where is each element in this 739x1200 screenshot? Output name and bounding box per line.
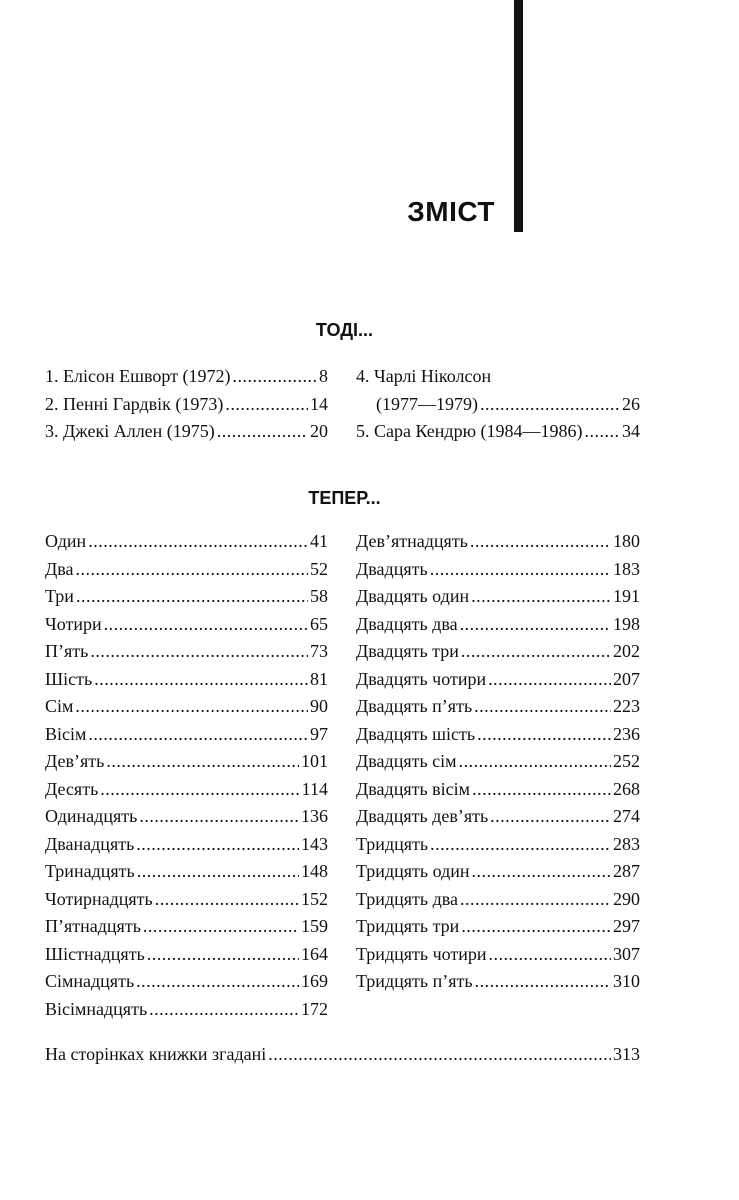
leader-dots — [90, 638, 308, 666]
leader-dots — [430, 831, 611, 859]
toc-entry-page: 20 — [310, 421, 328, 441]
toc-entry[interactable] — [356, 968, 640, 996]
leader-dots — [137, 858, 299, 886]
toc-entry-page: 58 — [310, 586, 328, 606]
toc-entry-title: Тринадцять — [45, 861, 135, 881]
toc-entry-title: Тридцять три — [356, 916, 460, 936]
leader-dots — [106, 748, 299, 776]
footer-section — [45, 1041, 640, 1069]
toc-entry-page: 26 — [622, 393, 640, 414]
toc-entry-title: 3. Джекі Аллен (1975) — [45, 421, 215, 441]
toc-entry-page: 97 — [310, 723, 328, 744]
leader-dots — [136, 968, 299, 996]
leader-dots — [88, 528, 308, 556]
toc-entry[interactable] — [45, 968, 328, 996]
toc-entry-page: 252 — [613, 751, 640, 771]
toc-entry-page: 307 — [613, 943, 640, 964]
toc-entry-page: 90 — [310, 696, 328, 716]
toc-entry[interactable] — [45, 1041, 640, 1069]
toc-entry[interactable] — [45, 913, 328, 941]
toc-entry-title: Вісім — [45, 723, 87, 744]
toc-entry-page: 223 — [613, 696, 640, 716]
toc-entry-title: Двадцять чотири — [356, 668, 487, 689]
toc-entry-page: 169 — [301, 971, 328, 991]
toc-entry[interactable] — [356, 611, 640, 639]
toc-entry-title: Шість — [45, 668, 93, 689]
now-left-column — [45, 528, 328, 1023]
leader-dots — [94, 666, 308, 694]
toc-entry-title: П’ять — [45, 641, 89, 661]
toc-entry-title: Двадцять два — [356, 613, 458, 634]
leader-dots — [149, 996, 299, 1024]
toc-entry[interactable] — [356, 941, 640, 969]
toc-entry-title: Чотири — [45, 613, 102, 634]
toc-entry-title: Вісімнадцять — [45, 998, 148, 1019]
toc-entry[interactable] — [45, 776, 328, 804]
toc-entry-title: 2. Пенні Гардвік (1973) — [45, 393, 224, 414]
leader-dots — [155, 886, 299, 914]
leader-dots — [488, 666, 611, 694]
toc-entry[interactable] — [45, 858, 328, 886]
toc-entry[interactable] — [356, 748, 640, 776]
leader-dots — [489, 941, 611, 969]
toc-entry-page: 274 — [613, 806, 640, 826]
toc-entry-page: 152 — [301, 888, 328, 909]
toc-entry-page: 183 — [613, 558, 640, 579]
toc-entry-title: Тридцять чотири — [356, 943, 487, 964]
leader-dots — [100, 776, 299, 804]
leader-dots — [217, 418, 308, 446]
leader-dots — [76, 583, 308, 611]
leader-dots — [480, 391, 620, 419]
toc-entry-title: Двадцять один — [356, 586, 470, 606]
section-title-then: ТОДІ... — [315, 320, 374, 340]
toc-entry-page: 290 — [613, 888, 640, 909]
toc-entry[interactable] — [45, 996, 328, 1024]
toc-entry-page: 159 — [301, 916, 328, 936]
leader-dots — [430, 556, 611, 584]
toc-entry[interactable] — [45, 693, 328, 721]
toc-entry[interactable] — [45, 391, 328, 419]
toc-entry-continuation[interactable] — [356, 391, 640, 419]
toc-entry[interactable] — [45, 556, 328, 584]
leader-dots — [472, 776, 611, 804]
toc-entry[interactable] — [45, 941, 328, 969]
toc-entry[interactable] — [356, 363, 640, 391]
toc-entry-title: Сімнадцять — [45, 971, 135, 991]
then-left-column — [45, 363, 328, 446]
leader-dots — [490, 803, 611, 831]
toc-entry-title: Двадцять шість — [356, 723, 476, 744]
leader-dots — [471, 583, 611, 611]
toc-entry[interactable] — [45, 831, 328, 859]
leader-dots — [136, 831, 299, 859]
toc-entry[interactable] — [45, 583, 328, 611]
toc-entry-title: Тридцять два — [356, 888, 458, 909]
toc-entry-title: Двадцять п’ять — [356, 696, 473, 716]
leader-dots — [461, 638, 611, 666]
toc-entry[interactable] — [356, 721, 640, 749]
toc-entry[interactable] — [45, 363, 328, 391]
toc-entry-page: 297 — [613, 916, 640, 936]
toc-entry-title: Двадцять вісім — [356, 778, 471, 799]
toc-entry-page: 52 — [310, 558, 328, 579]
leader-dots — [139, 803, 299, 831]
toc-entry-page: 283 — [613, 833, 640, 854]
toc-entry-page: 191 — [613, 586, 640, 606]
toc-entry-title: Чотирнадцять — [45, 888, 153, 909]
toc-entry[interactable] — [356, 803, 640, 831]
toc-entry-title: 4. Чарлі Ніколсон — [356, 366, 492, 386]
toc-entry-page: 236 — [613, 723, 640, 744]
leader-dots — [460, 611, 611, 639]
toc-entry-page: 313 — [613, 1044, 640, 1064]
toc-entry-page: 8 — [319, 366, 328, 386]
toc-entry-page: 164 — [301, 943, 328, 964]
toc-entry[interactable] — [45, 418, 328, 446]
toc-entry[interactable] — [356, 693, 640, 721]
toc-entry-title: Дванадцять — [45, 833, 135, 854]
toc-entry-title: Шістнадцять — [45, 943, 145, 964]
leader-dots — [459, 748, 611, 776]
toc-entry-page: 172 — [301, 998, 328, 1019]
toc-entry-page: 310 — [613, 971, 640, 991]
toc-entry-title: Одинадцять — [45, 806, 138, 826]
toc-entry-page: 114 — [301, 778, 328, 799]
toc-entry-title: На сторінках книжки згадані — [45, 1044, 267, 1064]
toc-entry-title: Тридцять один — [356, 861, 470, 881]
leader-dots — [104, 611, 308, 639]
toc-entry-page: 136 — [301, 806, 328, 826]
toc-entry-title: Три — [45, 586, 74, 606]
page-edge-bar — [514, 0, 523, 232]
toc-entry-page: 148 — [301, 861, 328, 881]
toc-entry[interactable] — [356, 831, 640, 859]
toc-entry-title: Двадцять сім — [356, 751, 457, 771]
toc-entry-title: Сім — [45, 696, 74, 716]
toc-entry-page: 34 — [622, 421, 640, 441]
toc-entry-page: 268 — [613, 778, 640, 799]
leader-dots — [75, 693, 308, 721]
toc-entry[interactable] — [356, 858, 640, 886]
page-title: ЗМІСТ — [407, 196, 495, 227]
toc-entry[interactable] — [45, 638, 328, 666]
toc-entry-title: Двадцять три — [356, 641, 459, 661]
toc-entry-page: 180 — [613, 531, 640, 551]
leader-dots — [472, 858, 612, 886]
toc-entry-title: Тридцять п’ять — [356, 971, 473, 991]
toc-entry-title: Два — [45, 558, 74, 579]
leader-dots — [76, 556, 308, 584]
toc-entry-title: 1. Елісон Ешворт (1972) — [45, 366, 231, 386]
now-right-column — [356, 528, 640, 996]
toc-entry-title: Тридцять — [356, 833, 429, 854]
leader-dots — [147, 941, 299, 969]
leader-dots — [475, 968, 611, 996]
leader-dots — [477, 721, 611, 749]
toc-entry-page: 41 — [310, 531, 328, 551]
toc-entry[interactable] — [356, 886, 640, 914]
toc-entry-page: 143 — [301, 833, 328, 854]
toc-entry[interactable] — [356, 528, 640, 556]
leader-dots — [474, 693, 611, 721]
toc-entry-title: Десять — [45, 778, 99, 799]
toc-entry-page: 73 — [310, 641, 328, 661]
toc-entry[interactable] — [356, 776, 640, 804]
toc-entry-page: 14 — [310, 393, 328, 414]
toc-entry[interactable] — [356, 666, 640, 694]
toc-entry[interactable] — [356, 556, 640, 584]
toc-entry[interactable] — [45, 748, 328, 776]
leader-dots — [585, 418, 620, 446]
toc-entry-page: 81 — [310, 668, 328, 689]
leader-dots — [143, 913, 299, 941]
toc-entry-page: 207 — [613, 668, 640, 689]
toc-entry[interactable] — [356, 638, 640, 666]
toc-entry-page: 202 — [613, 641, 640, 661]
toc-entry-page: 65 — [310, 613, 328, 634]
toc-entry-title: Дев’ятнадцять — [356, 531, 468, 551]
toc-entry[interactable] — [45, 528, 328, 556]
toc-entry-title: Дев’ять — [45, 751, 105, 771]
toc-entry-page: 101 — [301, 751, 328, 771]
toc-entry[interactable] — [45, 666, 328, 694]
section-title-now: ТЕПЕР... — [308, 488, 381, 508]
toc-entry[interactable] — [45, 886, 328, 914]
toc-entry[interactable] — [45, 721, 328, 749]
leader-dots — [232, 363, 317, 391]
leader-dots — [225, 391, 308, 419]
leader-dots — [460, 886, 611, 914]
toc-entry-page: 287 — [613, 861, 640, 881]
toc-entry-title: П’ятнадцять — [45, 916, 141, 936]
toc-entry[interactable] — [45, 611, 328, 639]
toc-entry-title: Двадцять дев’ять — [356, 806, 489, 826]
toc-entry-title: 5. Сара Кендрю (1984—1986) — [356, 421, 583, 441]
toc-entry[interactable] — [356, 913, 640, 941]
leader-dots — [88, 721, 308, 749]
toc-entry[interactable] — [356, 418, 640, 446]
leader-dots — [461, 913, 611, 941]
leader-dots — [268, 1041, 611, 1069]
toc-entry-page: 198 — [613, 613, 640, 634]
toc-entry-title: Двадцять — [356, 558, 428, 579]
then-right-column — [356, 363, 640, 446]
toc-entry-years: (1977—1979) — [376, 393, 478, 414]
toc-entry[interactable] — [45, 803, 328, 831]
toc-entry[interactable] — [356, 583, 640, 611]
toc-entry-title: Один — [45, 531, 87, 551]
leader-dots — [470, 528, 611, 556]
